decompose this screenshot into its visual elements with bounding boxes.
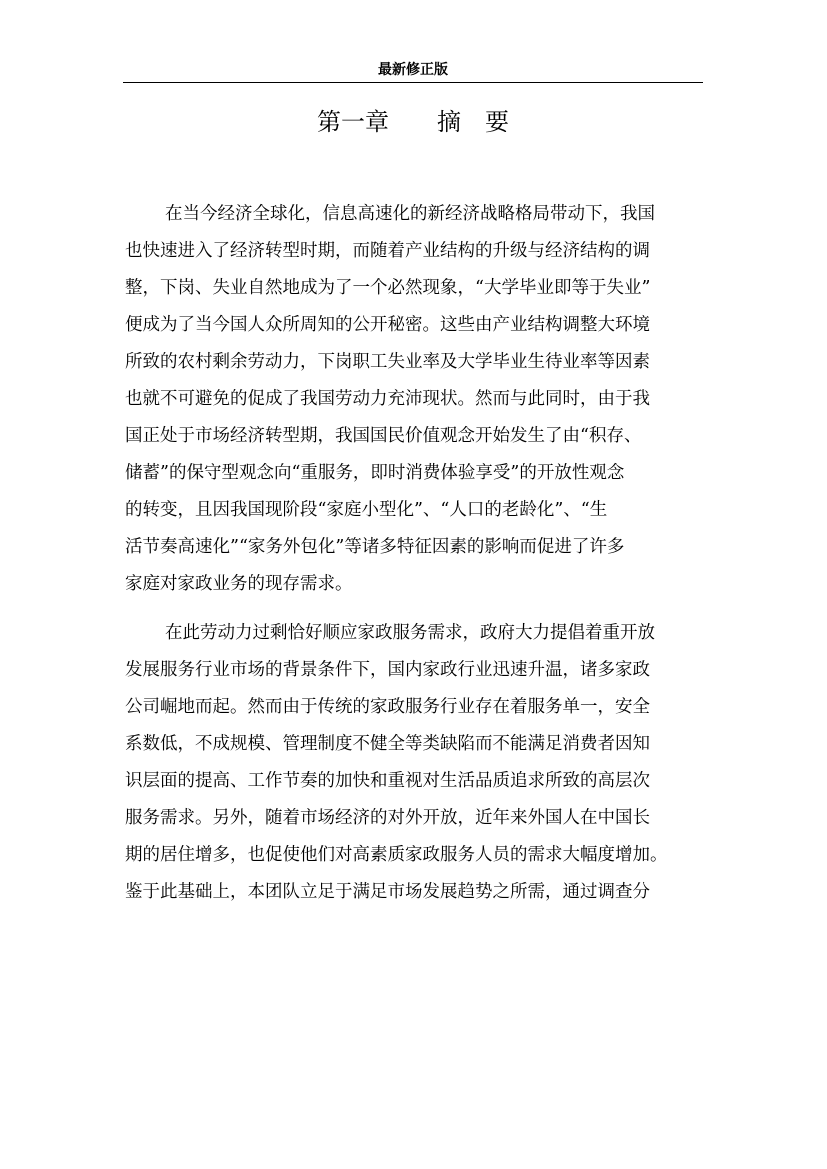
text-line: 也快速进入了经济转型时期，而随着产业结构的升级与经济结构的调 bbox=[125, 241, 650, 261]
text-line: 便成为了当今国人众所周知的公开秘密。这些由产业结构调整大环境 bbox=[125, 315, 650, 335]
text-line: 服务需求。另外，随着市场经济的对外开放，近年来外国人在中国长 bbox=[125, 808, 650, 828]
text-line: 的转变，且因我国现阶段“家庭小型化”、“人口的老龄化”、“生 bbox=[125, 500, 608, 520]
paragraph-1 bbox=[125, 196, 715, 603]
text-line: 鉴于此基础上，本团队立足于满足市场发展趋势之所需，通过调查分 bbox=[125, 882, 650, 902]
header-rule bbox=[123, 82, 703, 83]
paragraph-2 bbox=[125, 615, 715, 911]
body-text bbox=[125, 196, 715, 911]
text-line: 家庭对家政业务的现存需求。 bbox=[125, 574, 353, 594]
running-header: 最新修正版 bbox=[378, 62, 448, 78]
paragraph-gap bbox=[125, 603, 715, 615]
text-line: 期的居住增多，也促使他们对高素质家政服务人员的需求大幅度增加。 bbox=[125, 845, 668, 865]
text-line: 发展服务行业市场的背景条件下，国内家政行业迅速升温，诸多家政 bbox=[125, 660, 650, 680]
text-line: 活节奏高速化”“家务外包化”等诸多特征因素的影响而促进了许多 bbox=[125, 537, 625, 557]
text-line: 在此劳动力过剩恰好顺应家政服务需求，政府大力提倡着重开放 bbox=[165, 623, 655, 643]
chapter-title: 第一章 摘 要 bbox=[317, 108, 509, 136]
text-line: 也就不可避免的促成了我国劳动力充沛现状。然而与此同时，由于我 bbox=[125, 389, 650, 409]
text-line: 储蓄”的保守型观念向“重服务，即时消费体验享受”的开放性观念 bbox=[125, 463, 625, 483]
text-line: 在当今经济全球化，信息高速化的新经济战略格局带动下，我国 bbox=[165, 204, 655, 224]
text-line: 系数低，不成规模、管理制度不健全等类缺陷而不能满足消费者因知 bbox=[125, 734, 650, 754]
text-line: 所致的农村剩余劳动力，下岗职工失业率及大学毕业生待业率等因素 bbox=[125, 352, 650, 372]
text-line: 公司崛地而起。然而由于传统的家政服务行业存在着服务单一，安全 bbox=[125, 697, 650, 717]
text-line: 国正处于市场经济转型期，我国国民价值观念开始发生了由“积存、 bbox=[125, 426, 642, 446]
text-line: 整，下岗、失业自然地成为了一个必然现象，“大学毕业即等于失业” bbox=[125, 278, 651, 298]
text-line: 识层面的提高、工作节奏的加快和重视对生活品质追求所致的高层次 bbox=[125, 771, 650, 791]
